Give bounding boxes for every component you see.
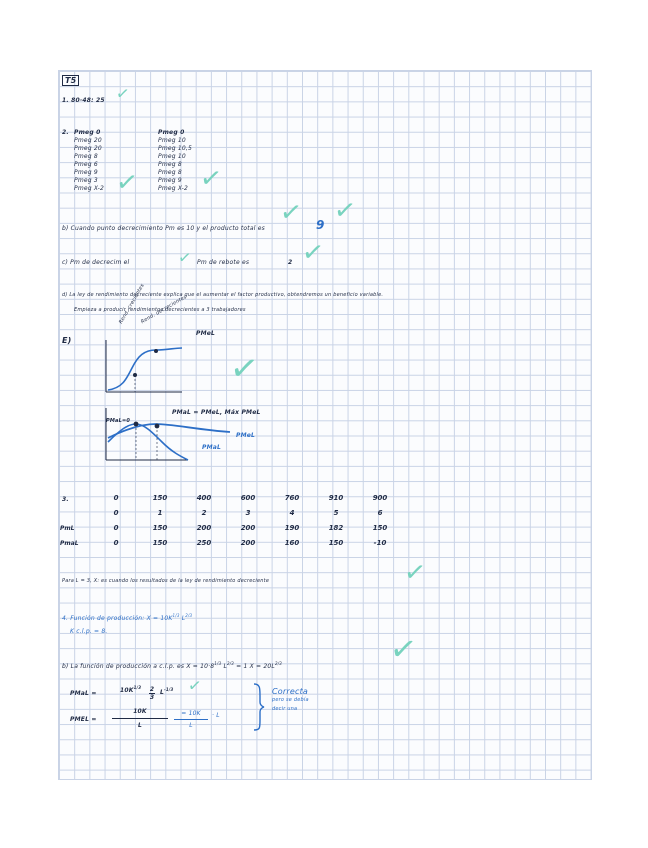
table-cell: 6 bbox=[377, 509, 383, 517]
q4-b-end: = 1 X = 20L bbox=[236, 663, 275, 670]
pmel-res-den: L bbox=[189, 722, 193, 729]
table-cell: 600 bbox=[240, 494, 256, 502]
pmel-l-factor: · L bbox=[212, 712, 220, 719]
side-note bbox=[272, 688, 309, 713]
pmal-curve-label: PMaL bbox=[202, 444, 222, 451]
production-graphs bbox=[100, 320, 300, 470]
table-cell: 3 bbox=[245, 509, 251, 517]
q2-right-item: Pmeg 0 bbox=[158, 129, 185, 136]
table-cell: 190 bbox=[284, 524, 300, 532]
table-cell: 200 bbox=[240, 539, 256, 547]
q4-b-exp-1: 1/3 bbox=[214, 661, 222, 666]
q4-subtitle: K c.l.p. = 8. bbox=[70, 628, 108, 635]
check-icon: ✓ bbox=[176, 247, 193, 268]
table-row bbox=[60, 506, 402, 521]
check-icon: ✓ bbox=[186, 675, 203, 696]
pmal-l-base: L bbox=[160, 689, 165, 696]
q4-title bbox=[62, 612, 192, 622]
table-row bbox=[60, 521, 402, 536]
table-cell: 5 bbox=[333, 509, 339, 517]
table-cell: 0 bbox=[113, 539, 119, 547]
table-cell: 150 bbox=[328, 539, 344, 547]
q2-right-item: Pmeg 10 bbox=[158, 153, 186, 160]
row-label bbox=[60, 506, 94, 521]
rend-decrecientes-label: Rend. decrecientes bbox=[140, 294, 188, 326]
q2-left-item: Pmeg 6 bbox=[74, 161, 98, 168]
q4-b-line bbox=[62, 660, 282, 670]
fraction-bar bbox=[174, 719, 208, 720]
intersection-label: PMaL = PMeL, Máx PMeL bbox=[172, 409, 261, 416]
table-cell: 0 bbox=[113, 494, 119, 502]
pmel-result bbox=[174, 710, 208, 729]
table-cell: 200 bbox=[240, 524, 256, 532]
q2-right-list bbox=[158, 129, 192, 192]
pmel-num: 10K bbox=[133, 708, 147, 715]
table-cell: 0 bbox=[113, 524, 119, 532]
table-cell: -10 bbox=[373, 539, 387, 547]
pmal-label: PMaL = bbox=[70, 690, 97, 697]
pmal-l-exp: -1/3 bbox=[164, 687, 174, 692]
table-cell: 900 bbox=[372, 494, 388, 502]
table-row bbox=[60, 536, 402, 551]
q4-b-exp-3: 2/3 bbox=[274, 661, 282, 666]
table-cell: 150 bbox=[152, 494, 168, 502]
q3-label: 3. bbox=[62, 496, 69, 503]
qb-answer: 9 bbox=[316, 218, 325, 232]
pmal-l bbox=[160, 686, 174, 696]
q4-title-l: L bbox=[181, 615, 186, 622]
q2-right-item: Pmeg 9 bbox=[158, 177, 182, 184]
check-icon: ✓ bbox=[387, 628, 420, 670]
q2-left-item: Pmeg 9 bbox=[74, 169, 98, 176]
q2-right-item: Pmeg 10,5 bbox=[158, 145, 193, 152]
side-note-line: Correcta bbox=[272, 687, 309, 696]
qc-answer: 2 bbox=[288, 259, 293, 266]
bracket-icon bbox=[252, 682, 266, 732]
total-product-curve bbox=[108, 348, 182, 390]
pmal-curve bbox=[108, 424, 188, 460]
check-icon: ✓ bbox=[278, 196, 304, 230]
table-cell: 150 bbox=[372, 524, 388, 532]
row-label: PmL bbox=[60, 525, 75, 532]
pmal-exp: 1/3 bbox=[133, 685, 142, 690]
max-pmel-point bbox=[154, 349, 158, 353]
q4-title-text: 4. Función de producción: X = 10K bbox=[62, 615, 173, 622]
row-label bbox=[60, 491, 94, 506]
pmel-res: = 10K bbox=[181, 710, 201, 717]
q2-left-item: Pmeg 0 bbox=[74, 129, 101, 136]
table-row bbox=[60, 491, 402, 506]
q1-answer: 1. 80·48: 25 bbox=[62, 97, 105, 104]
q2-left-list bbox=[74, 129, 104, 192]
q4-b-exp-2: 2/3 bbox=[227, 661, 235, 666]
page-header: T5 bbox=[62, 75, 79, 86]
pmal-frac-num: 2 bbox=[149, 686, 155, 693]
table-cell: 400 bbox=[196, 494, 212, 502]
check-icon: ✓ bbox=[114, 166, 140, 200]
q4-exp-2: 2/3 bbox=[185, 613, 193, 618]
check-icon: ✓ bbox=[300, 236, 326, 270]
q2-right-item: Pmeg 8 bbox=[158, 161, 182, 168]
side-note-line: decir una bbox=[272, 706, 298, 712]
pmal-fraction bbox=[149, 686, 155, 701]
q4-exp-1: 1/3 bbox=[172, 613, 180, 618]
check-icon: ✓ bbox=[402, 556, 428, 590]
q4-b-text: b) La función de producción a c.l.p. es X = 10·8 bbox=[62, 663, 215, 670]
q2-right-item: Pmeg 10 bbox=[158, 137, 186, 144]
check-icon: ✓ bbox=[198, 162, 224, 196]
q2-left-item: Pmeg 20 bbox=[74, 145, 102, 152]
check-icon: ✓ bbox=[227, 347, 262, 391]
qd-line-2: Empieza a producir rendimientos decrecientes a 3 trabajadores bbox=[74, 307, 246, 313]
pmel-label: PMEL = bbox=[70, 716, 97, 723]
q2-left-item: Pmeg X-2 bbox=[74, 185, 105, 192]
fraction-bar bbox=[112, 718, 168, 719]
table-cell: 160 bbox=[284, 539, 300, 547]
rend-crecientes-label: Rend. crecientes bbox=[118, 282, 146, 325]
qe-label: E) bbox=[62, 336, 72, 345]
pmal-frac-den: 3 bbox=[149, 694, 155, 701]
q3-table bbox=[60, 491, 402, 551]
qb-text: b) Cuando punto decrecimiento Pm es 10 y el producto total es bbox=[62, 225, 265, 232]
table-cell: 150 bbox=[152, 539, 168, 547]
q2-left-item: Pmeg 20 bbox=[74, 137, 102, 144]
pmel-curve-label: PMeL bbox=[236, 432, 256, 439]
table-cell: 250 bbox=[196, 539, 212, 547]
q2-left-item: Pmeg 3 bbox=[74, 177, 98, 184]
table-cell: 4 bbox=[289, 509, 295, 517]
pmal-expression bbox=[120, 684, 141, 694]
pmal-zero-label: PMaL=0 bbox=[106, 418, 131, 424]
q4-b-mid: L bbox=[223, 663, 227, 670]
qc-text: c) Pm de decrecim el bbox=[62, 259, 130, 266]
q2-label: 2. bbox=[62, 129, 69, 136]
qd-line-1: d) La ley de rendimiento decreciente explica que el aumentar el factor productivo, obtendremos un beneficio variable. bbox=[62, 292, 384, 298]
table-cell: 2 bbox=[201, 509, 207, 517]
table-cell: 200 bbox=[196, 524, 212, 532]
table-cell: 910 bbox=[328, 494, 344, 502]
top-pmel-label: PMeL bbox=[196, 330, 216, 337]
table-cell: 760 bbox=[284, 494, 300, 502]
pmal-base: 10K bbox=[120, 687, 134, 694]
table-cell: 150 bbox=[152, 524, 168, 532]
q2-right-item: Pmeg X-2 bbox=[158, 185, 189, 192]
table-cell: 182 bbox=[328, 524, 344, 532]
check-icon: ✓ bbox=[114, 83, 131, 104]
q3-note: Para L = 3, X: es cuando los resultados de la ley de rendimiento decreciente bbox=[62, 578, 270, 584]
q2-left-item: Pmeg 8 bbox=[74, 153, 98, 160]
pmel-den: L bbox=[137, 722, 143, 729]
table-cell: 1 bbox=[157, 509, 163, 517]
table-cell: 0 bbox=[113, 509, 119, 517]
row-label: PmaL bbox=[60, 540, 79, 547]
side-note-line: pero se debía bbox=[272, 697, 309, 703]
qc-text-2: Pm de rebote es bbox=[197, 259, 250, 266]
q2-right-item: Pmeg 8 bbox=[158, 169, 182, 176]
check-icon: ✓ bbox=[332, 194, 358, 228]
pmel-fraction bbox=[112, 708, 168, 729]
